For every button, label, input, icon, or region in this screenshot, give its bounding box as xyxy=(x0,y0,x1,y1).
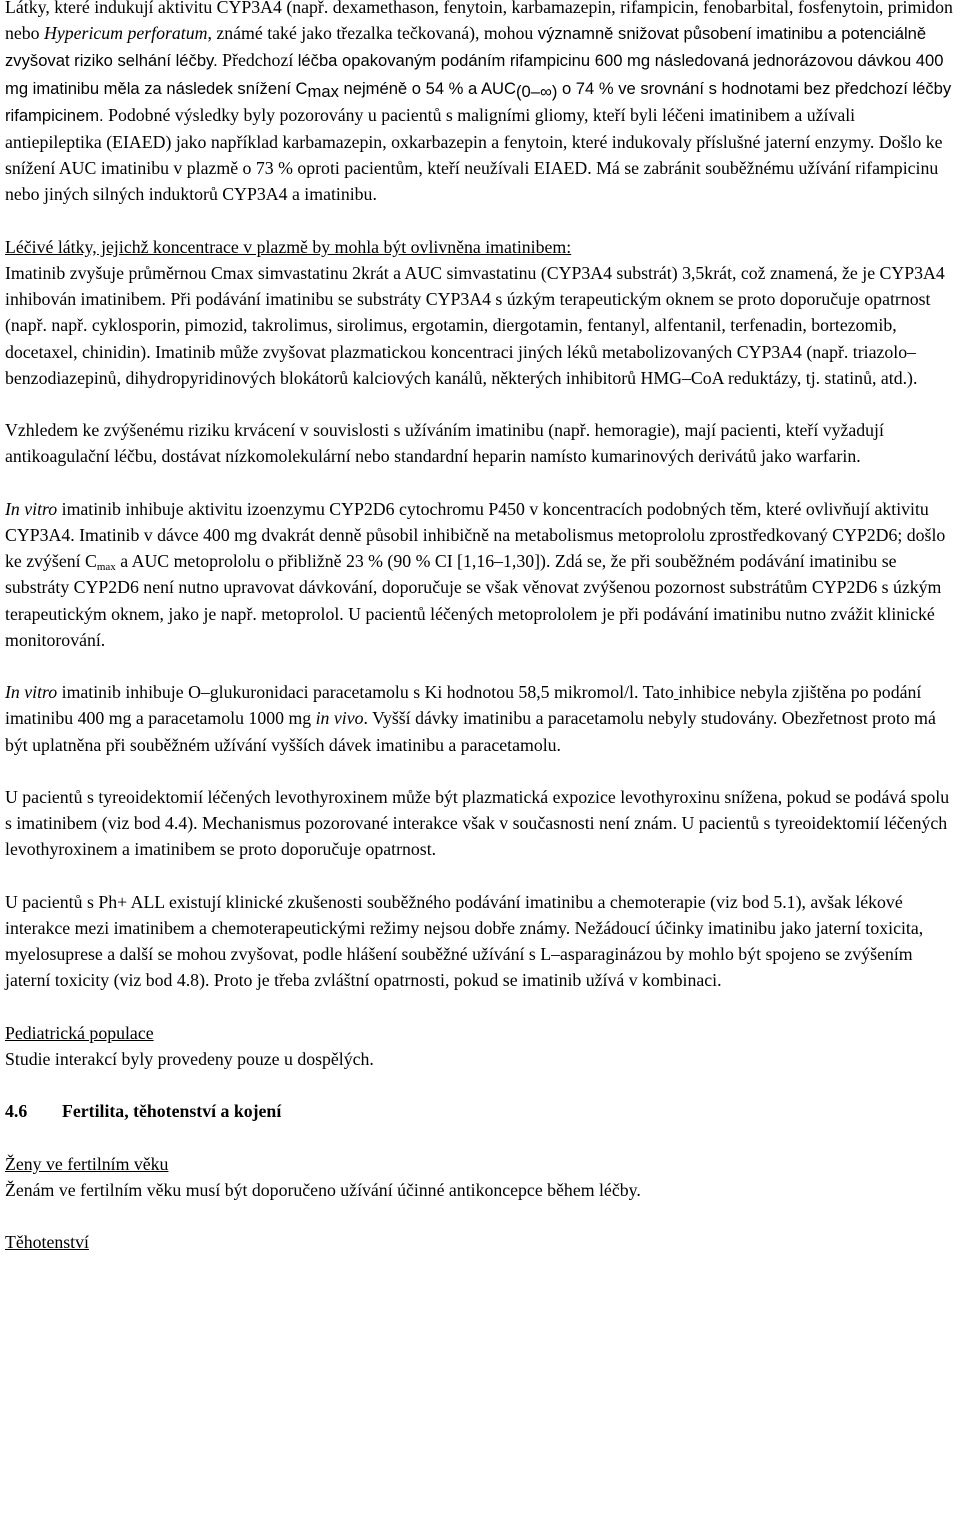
paragraph-cyp2d6 xyxy=(5,496,955,653)
text-span: Ženám ve fertilním věku musí být doporučeno užívání účinné antikoncepce během léčby. xyxy=(5,1180,641,1200)
italic-term: In vitro xyxy=(5,498,58,519)
paragraph-women-fertile xyxy=(5,1151,955,1203)
paragraph-pediatric xyxy=(5,1020,955,1072)
text-span: významně snižovat působení imatinibu a potenciálně zvyšovat riziko selhání léčby. xyxy=(5,24,927,71)
text-span: o 74 % ve srovnání s hodnotami bez předchozí léčby rifampicinem. xyxy=(5,78,952,125)
paragraph-anticoagulation: Vzhledem ke zvýšenému riziku krvácení v souvislosti s užíváním imatinibu (např. hemoragie), mají pacienti, kteří vyžadují antikoagulační léčbu, dostávat nízkomolekulární nebo standardní heparin namísto kumarinových derivátů jako warfarin. xyxy=(5,420,884,467)
section-heading-4-6 xyxy=(5,1098,955,1124)
paragraph-ph-all: U pacientů s Ph+ ALL existují klinické zkušenosti souběžného podávání imatinibu a chemoterapie (viz bod 5.1), avšak lékové interakce mezi imatinibem a chemoterapeutickými režimy nejsou dobře známy. Nežádoucí účinky imatinibu jako jaterní toxicita, myelosuprese a další se mohou zvyšovat, podle hlášení souběžné užívání s L–asparaginázou by mohlo být spojeno se zvýšením jaterní toxicity (viz bod 4.8). Proto je třeba zvláštní opatrnosti, pokud se imatinib užívá v kombinaci. xyxy=(5,891,924,991)
italic-term: in vivo xyxy=(315,708,364,729)
text-span: Studie interakcí byly provedeny pouze u dospělých. xyxy=(5,1049,374,1070)
subsection-heading: Těhotenství xyxy=(5,1232,89,1253)
text-span: a AUC metoprololu o přibližně 23 % (90 % CI [1,16–1,30]). Zdá se, že při souběžném podávání imatinibu se substráty CYP2D6 není nutno upravovat dávkování, doporučuje se však věnovat zvýšenou pozornost substrátům CYP2D6 s úzkým terapeutickým oknem, jako je např. metoprolol. U pacientů léčených metoprololem je při podávání imatinibu nutno zvážit klinické monitorování. xyxy=(5,551,942,650)
text-span: Látky, které indukují aktivitu CYP3A4 (např. dexamethason, fenytoin, karbamazepin, rifampicin, fenobarbital, fosfenytoin, primidon nebo xyxy=(5,0,953,44)
text-span: léčba opakovaným podáním rifampicinu 600 mg následovaná jednorázovou dávkou 400 mg imatinibu měla za následek snížení C xyxy=(5,51,944,98)
subsection-heading: Pediatrická populace xyxy=(5,1022,154,1043)
paragraph-affected-substances xyxy=(5,234,955,391)
document-body xyxy=(5,0,955,1256)
paragraph-pregnancy xyxy=(5,1229,955,1255)
section-title: Fertilita, těhotenství a kojení xyxy=(62,1101,282,1122)
paragraph-cyp3a4-inducers xyxy=(5,0,955,208)
subsection-heading: Ženy ve fertilním věku xyxy=(5,1153,169,1174)
section-number: 4.6 xyxy=(5,1101,28,1122)
subsection-heading: Léčivé látky, jejichž koncentrace v plazmě by mohla být ovlivněna imatinibem: xyxy=(5,236,572,257)
text-span: imatinib inhibuje O–glukuronidaci paracetamolu s Ki hodnotou 58,5 mikromol/l. Tato xyxy=(57,682,674,703)
paragraph-levothyroxine: U pacientů s tyreoidektomií léčených levothyroxinem může být plazmatická expozice levothyroxinu snížena, pokud se podává spolu s imatinibem (viz bod 4.4). Mechanismus pozorované interakce však v současnosti není znám. U pacientů s tyreoidektomií léčených levothyroxinem a imatinibem se proto doporučuje opatrnost. xyxy=(5,787,950,860)
text-span: , známé také jako třezalka tečkovaná), mohou xyxy=(207,23,538,44)
text-span: nejméně o 54 % a AUC xyxy=(338,78,516,98)
text-span: imatinib inhibuje aktivitu izoenzymu CYP2D6 cytochromu P450 v koncentracích podobných těm, které ovlivňují aktivitu CYP3A4. Imatinib v dávce 400 mg dvakrát denně působil inhibičně na metabolismus metoprololu zprostředkovaný CYP2D6; došlo ke zvýšení C xyxy=(5,498,946,572)
text-span: Imatinib zvyšuje průměrnou Cmax simvastatinu 2krát a AUC simvastatinu (CYP3A4 substrát) 3,5krát, což znamená, že je CYP3A4 inhibován imatinibem. Při podávání imatinibu se substráty CYP3A4 s úzkým terapeutickým oknem se proto doporučuje opatrnost (např. např. cyklosporin, pimozid, takrolimus, sirolimus, ergotamin, diergotamin, fentanyl, alfentanil, terfenadin, bortezomib, docetaxel, chinidin). Imatinib může zvyšovat plazmatickou koncentraci jiných léků metabolizovaných CYP3A4 (např. triazolo–benzodiazepinů, dihydropyridinových blokátorů kalciových kanálů, některých inhibitorů HMG–CoA reduktázy, tj. statinů, atd.). xyxy=(5,263,945,388)
text-span: Předchozí xyxy=(217,50,298,71)
text-span: inhibice nebyla zjištěna po podání imatinibu 400 mg a paracetamolu 1000 mg xyxy=(5,682,922,729)
text-span: Podobné výsledky byly pozorovány u pacientů s maligními gliomy, kteří byli léčeni imatinibem a užívali antiepileptika (EIAED) jako například karbamazepin, oxkarbazepin a fenytoin, které indukovaly příslušné jaterní enzymy. Došlo ke snížení AUC imatinibu v plazmě o 73 % oproti pacientům, kteří neužívali EIAED. Má se zabránit souběžnému užívání rifampicinu nebo jiných silných induktorů CYP3A4 a imatinibu. xyxy=(5,104,943,205)
text-span: . Vyšší dávky imatinibu a paracetamolu nebyly studovány. Obezřetnost proto má být uplatněna při souběžném užívání vyšších dávek imatinibu a paracetamolu. xyxy=(5,708,936,755)
paragraph-paracetamol xyxy=(5,679,955,758)
subscript: max xyxy=(96,561,116,574)
subscript: (0–∞) xyxy=(516,81,558,101)
subscript: max xyxy=(307,81,339,101)
italic-term: In vitro xyxy=(5,682,58,703)
italic-term: Hypericum perforatum xyxy=(44,23,208,44)
